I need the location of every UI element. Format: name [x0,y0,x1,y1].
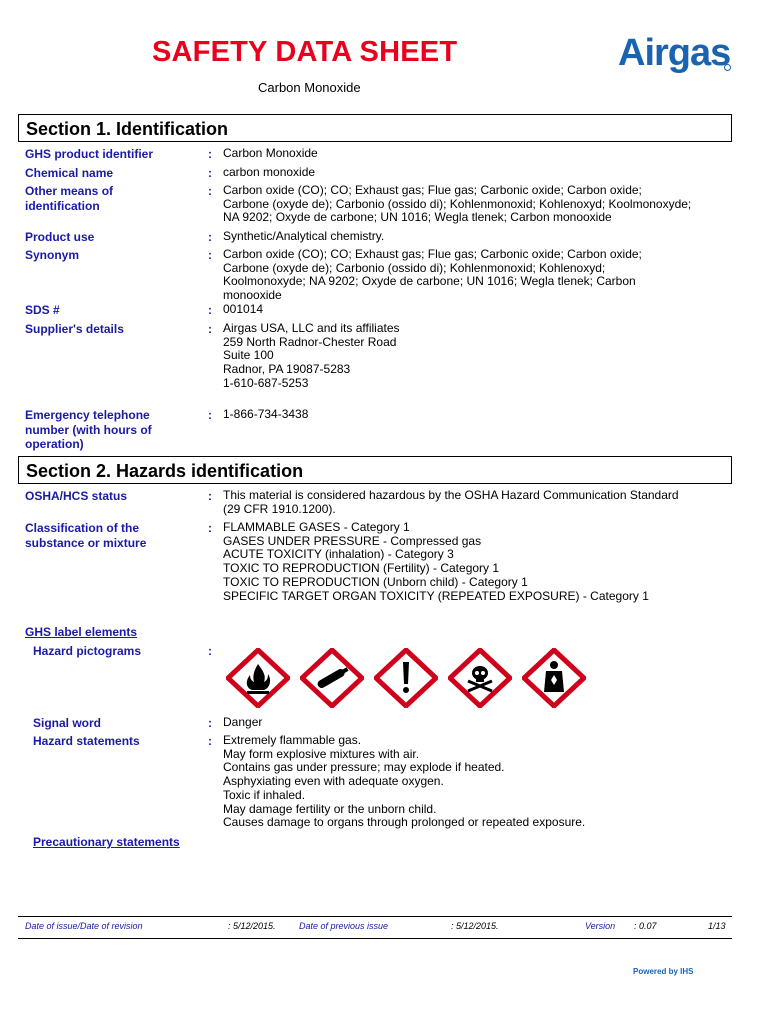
value-chemical-name: carbon monoxide [223,165,316,179]
label-sds-number: SDS # [25,303,60,317]
exclamation-icon [374,648,438,708]
precautionary-statements-heading: Precautionary statements [33,835,180,849]
registered-mark-icon [724,64,731,71]
value-other-means: Carbon oxide (CO); CO; Exhaust gas; Flue gas; Carbonic oxide; Carbon oxide; Carbone (oxyde de); Carbonio (ossido di); Kohlenmonoxid; Kohlenoxyd; Koolmonoxyde; NA 9202; Oxyde de carbone; UN 1016; Wegla tlenek; Carbon monooxide [223,183,692,225]
label-classification: Classification of the substance or mixture [25,521,147,550]
label-ghs-product-identifier: GHS product identifier [25,147,154,161]
value-signal-word: Danger [223,715,263,729]
footer-previous-label: Date of previous issue [299,921,389,931]
footer-bottom-rule [18,938,732,939]
label-chemical-name: Chemical name [25,166,114,180]
value-product-use: Synthetic/Analytical chemistry. [223,229,385,243]
footer-version-label: Version [585,921,616,931]
label-synonym: Synonym [25,248,80,262]
health-hazard-icon [522,648,586,708]
skull-crossbones-icon [448,648,512,708]
footer-page-number: 1/13 [708,921,726,931]
label-supplier-details: Supplier's details [25,322,124,336]
label-other-means: Other means of identification [25,184,114,213]
document-title: SAFETY DATA SHEET [152,36,458,68]
label-osha-status: OSHA/HCS status [25,489,128,503]
value-classification: FLAMMABLE GASES - Category 1 GASES UNDER PRESSURE - Compressed gas ACUTE TOXICITY (inhalation) - Category 3 TOXIC TO REPRODUCTION (Fertility) - Category 1 TOXIC TO REPRODUCTION (Unborn child) - Category 1 SPECIFIC TARGET ORGAN TOXICITY (REPEATED EXPOSURE) - Category 1 [223,520,649,603]
value-osha-status: This material is considered hazardous by the OSHA Hazard Communication Standard (29 CFR 1910.1200). [223,488,679,516]
flame-icon [226,648,290,708]
ghs-label-elements-heading: GHS label elements [25,625,138,639]
label-hazard-pictograms: Hazard pictograms [33,644,142,658]
product-subtitle: Carbon Monoxide [258,80,361,95]
value-hazard-statements: Extremely flammable gas. May form explosive mixtures with air. Contains gas under pressure; may explode if heated. Asphyxiating even with adequate oxygen. Toxic if inhaled. May damage fertility or the unborn child. Causes damage to organs through prolonged or repeated exposure. [223,733,586,830]
footer-previous-value: : 5/12/2015. [451,921,499,931]
powered-by-text: Powered by IHS [633,967,694,976]
value-sds-number: 001014 [223,302,264,316]
label-signal-word: Signal word [33,716,102,730]
footer-issue-value: : 5/12/2015. [228,921,276,931]
airgas-logo: Airgas [618,32,731,74]
section2-heading: Section 2. Hazards identification [26,461,304,481]
section1-heading: Section 1. Identification [26,119,229,139]
footer-top-rule [18,916,732,917]
label-hazard-statements: Hazard statements [33,734,140,748]
label-product-use: Product use [25,230,95,244]
value-ghs-product-identifier: Carbon Monoxide [223,146,318,160]
section2-header [18,456,732,484]
gas-cylinder-icon [300,648,364,708]
footer-version-value: : 0.07 [634,921,657,931]
footer-issue-label: Date of issue/Date of revision [25,921,143,931]
section1-header [18,114,732,142]
value-synonym: Carbon oxide (CO); CO; Exhaust gas; Flue gas; Carbonic oxide; Carbon oxide; Carbone (oxyde de); Carbonio (ossido di); Kohlenmonoxid; Kohlenoxyd; Koolmonoxyde; NA 9202; Oxyde de carbone; UN 1016; Wegla tlenek; Carbon monooxide [223,247,642,303]
value-emergency-telephone: 1-866-734-3438 [223,407,309,421]
value-supplier-details: Airgas USA, LLC and its affiliates 259 North Radnor-Chester Road Suite 100 Radnor, PA 19087-5283 1-610-687-5253 [223,321,400,390]
label-emergency-telephone: Emergency telephone number (with hours of operation) [25,408,152,451]
